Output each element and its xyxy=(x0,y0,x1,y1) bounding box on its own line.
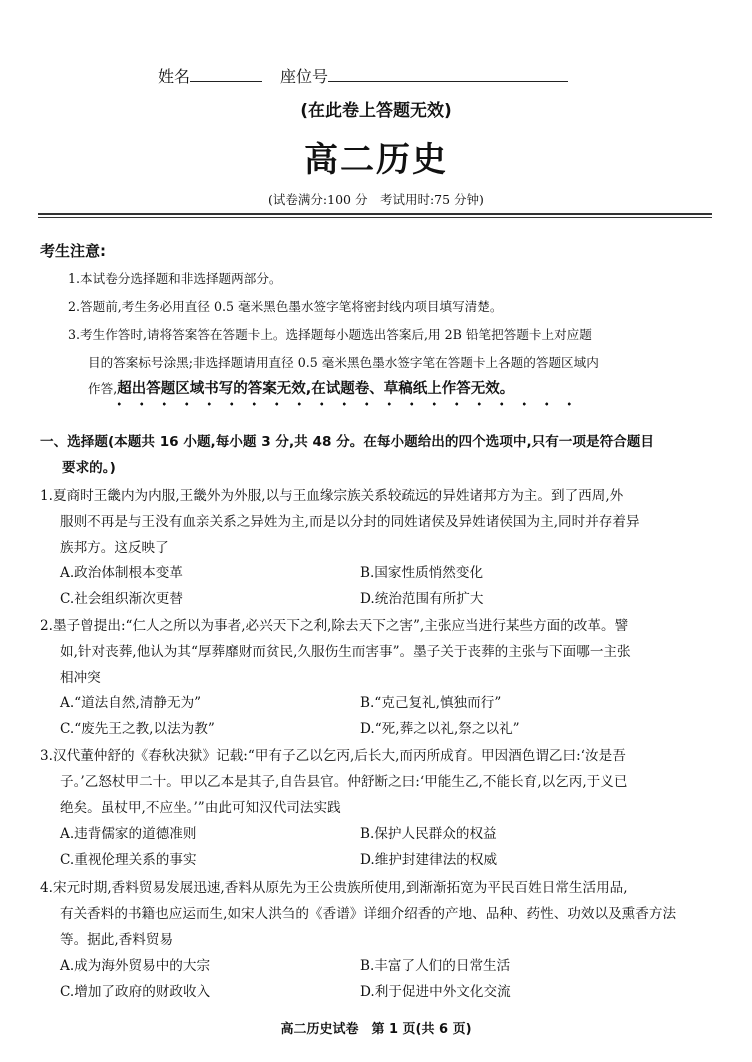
question-2-line-1: 2.墨子曾提出:“仁人之所以为事者,必兴天下之利,除去天下之害”,主张应当进行某些方面的改革。譬 xyxy=(40,618,629,634)
notice-emphasis: 超出答题区域书写的答案无效,在试题卷、草稿纸上作答无效。 xyxy=(117,381,515,397)
page-footer: 高二历史试卷 第 1 页(共 6 页) xyxy=(280,1022,472,1037)
question-1-option-a: A.政治体制根本变革 xyxy=(60,565,183,581)
question-4-line-3: 等。据此,香料贸易 xyxy=(60,932,174,948)
question-1-line-3: 族邦方。这反映了 xyxy=(60,540,169,556)
notice-item-3-prefix: 作答, xyxy=(88,381,118,396)
notice-item-1: 1.本试卷分选择题和非选择题两部分。 xyxy=(68,271,282,286)
section-heading-line-1: 一、选择题(本题共 16 小题,每小题 3 分,共 48 分。在每小题给出的四个选项中,只有一项是符合题目 xyxy=(40,434,654,450)
question-1-option-d: D.统治范围有所扩大 xyxy=(360,591,484,607)
question-3-line-1: 3.汉代董仲舒的《春秋决狱》记载:“甲有子乙以乞丙,后长大,而丙所成育。甲因酒色谓乙曰:‘汝是吾 xyxy=(40,748,626,764)
student-info-line xyxy=(158,64,568,87)
question-4-option-d: D.利于促进中外文化交流 xyxy=(360,984,511,1000)
seat-label: 座位号 xyxy=(280,67,329,86)
question-4-line-1: 4.宋元时期,香料贸易发展迅速,香料从原先为王公贵族所使用,到渐渐拓宽为平民百姓日常生活用品, xyxy=(40,880,628,896)
section-heading-line-2: 要求的。) xyxy=(62,460,116,476)
question-4-line-2: 有关香料的书籍也应运而生,如宋人洪刍的《香谱》详细介绍香的产地、品种、药性、功效以及熏香方法 xyxy=(60,906,677,922)
question-1-line-1: 1.夏商时王畿内为内服,王畿外为外服,以与王血缘宗族关系较疏远的异姓诸邦方为主。到了西周,外 xyxy=(40,488,624,504)
question-2-option-b: B.“克己复礼,慎独而行” xyxy=(360,695,502,711)
question-2-option-c: C.“废先王之教,以法为教” xyxy=(60,721,215,737)
question-3-line-2: 子。’乙怒杖甲二十。甲以乙本是其子,自告县官。仲舒断之曰:‘甲能生乙,不能长育,以乞丙,于义已 xyxy=(60,774,628,790)
question-2-option-a: A.“道法自然,清静无为” xyxy=(60,695,202,711)
question-2-option-d: D.“死,葬之以礼,祭之以礼” xyxy=(360,721,520,737)
emphasis-dots xyxy=(108,402,580,406)
question-3-option-c: C.重视伦理关系的事实 xyxy=(60,852,197,868)
question-3-option-a: A.违背儒家的道德准则 xyxy=(60,826,197,842)
notice-item-3-line-1: 3.考生作答时,请将答案答在答题卡上。选择题每小题选出答案后,用 2B 铅笔把答题卡上对应题 xyxy=(68,327,592,342)
question-1-line-2: 服则不再是与王没有血亲关系之异姓为主,而是以分封的同姓诸侯及异姓诸侯国为主,同时并存着异 xyxy=(60,514,640,530)
seat-blank xyxy=(328,67,568,82)
question-4-option-a: A.成为海外贸易中的大宗 xyxy=(60,958,211,974)
question-4-option-b: B.丰富了人们的日常生活 xyxy=(360,958,511,974)
question-2-line-2: 如,针对丧葬,他认为其“厚葬靡财而贫民,久服伤生而害事”。墨子关于丧葬的主张与下面哪一主张 xyxy=(60,644,631,660)
question-3-option-b: B.保护人民群众的权益 xyxy=(360,826,497,842)
notice-item-3-line-3 xyxy=(88,377,514,398)
page-title: 高二历史 xyxy=(304,140,448,180)
question-3-line-3: 绝矣。虽杖甲,不应坐。’”由此可知汉代司法实践 xyxy=(60,800,341,816)
question-1-option-c: C.社会组织渐次更替 xyxy=(60,591,183,607)
notice-heading: 考生注意: xyxy=(40,242,106,260)
exam-subtitle: (试卷满分:100 分 考试用时:75 分钟) xyxy=(268,192,484,207)
question-3-option-d: D.维护封建律法的权威 xyxy=(360,852,498,868)
question-4-option-c: C.增加了政府的财政收入 xyxy=(60,984,211,1000)
name-label: 姓名 xyxy=(158,67,191,86)
notice-item-2: 2.答题前,考生务必用直径 0.5 毫米黑色墨水签字笔将密封线内项目填写清楚。 xyxy=(68,299,503,314)
invalid-note: (在此卷上答题无效) xyxy=(300,101,452,121)
header-rule-thin xyxy=(38,217,712,218)
name-blank xyxy=(190,67,262,82)
notice-item-3-line-2: 目的答案标号涂黑;非选择题请用直径 0.5 毫米黑色墨水签字笔在答题卡上各题的答题区域内 xyxy=(88,355,599,370)
header-rule xyxy=(38,213,712,215)
question-2-line-3: 相冲突 xyxy=(60,670,101,686)
question-1-option-b: B.国家性质悄然变化 xyxy=(360,565,484,581)
